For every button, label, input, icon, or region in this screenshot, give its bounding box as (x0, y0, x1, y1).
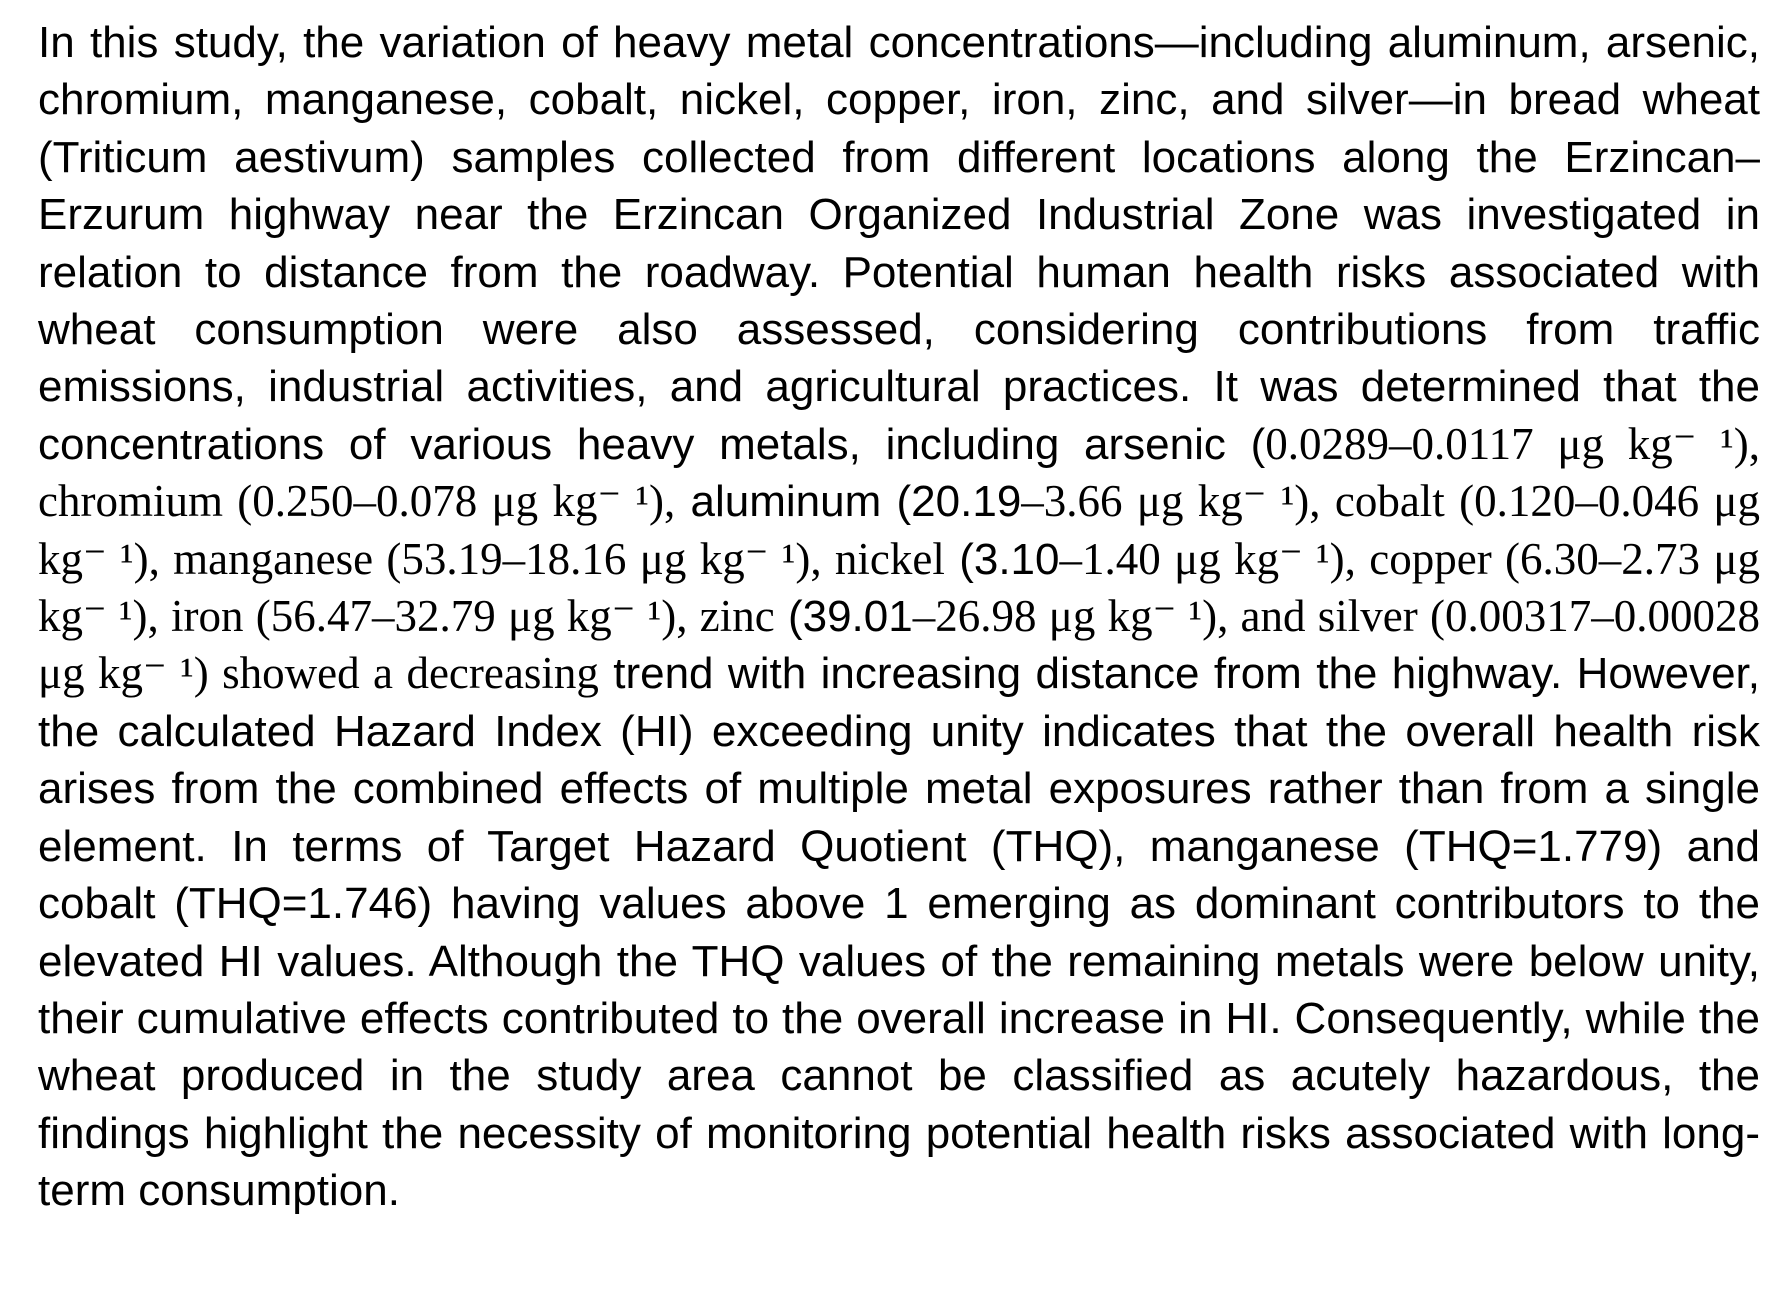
abstract-intro-text: In this study, the variation of heavy metal concentrations—including aluminum, arsenic, chromium, manganese, cobalt, nickel, copper, iron, zinc, and silver—in bread wheat (Triticum aestivum) samples collected from different locations along the Erzincan–Erzurum highway near the Erzincan Organized Industrial Zone was investigated in relation to distance from the roadway. Potential human health risks associated with wheat consumption were also assessed, considering contributions from traffic emissions, industrial activities, and agricultural practices. It was determined that the concentrations of various heavy metals, including arsenic ( (38, 18, 1760, 469)
abstract-paragraph (38, 14, 1760, 1220)
aluminum-label: aluminum (20.19 (675, 477, 1022, 527)
nickel-copper-iron-values: –1.40 μg kg⁻ ¹), copper (6.30–2.73 μg kg⁻ ¹), iron (56.47–32.79 μg kg⁻ ¹), zinc (38, 533, 1760, 642)
abstract-conclusion-text: trend with increasing distance from the highway. However, the calculated Hazard Index (HI) exceeding unity indicates that the overall health risk arises from the combined effects of multiple metal exposures rather than from a single element. In terms of Target Hazard Quotient (THQ), manganese (THQ=1.779) and cobalt (THQ=1.746) having values above 1 emerging as dominant contributors to the elevated HI values. Although the THQ values of the remaining metals were below unity, their cumulative effects contributed to the overall increase in HI. Consequently, while the wheat produced in the study area cannot be classified as acutely hazardous, the findings highlight the necessity of monitoring potential health risks associated with long-term consumption. (38, 649, 1760, 1216)
zinc-silver-values: –26.98 μg kg⁻ ¹), and silver (0.00317–0.00028 μg kg⁻ ¹) showed a decreasing (38, 591, 1760, 699)
arsenic-chromium-values: 0.0289–0.0117 μg kg⁻ ¹), chromium (0.250–0.078 μg kg⁻ ¹), (38, 418, 1761, 527)
zinc-label: (39.01 (774, 592, 913, 642)
nickel-label: (3.10 (944, 534, 1060, 584)
aluminum-cobalt-manganese-values: –3.66 μg kg⁻ ¹), cobalt (0.120–0.046 μg kg⁻ ¹), manganese (53.19–18.16 μg kg⁻ ¹), nickel (38, 476, 1760, 584)
